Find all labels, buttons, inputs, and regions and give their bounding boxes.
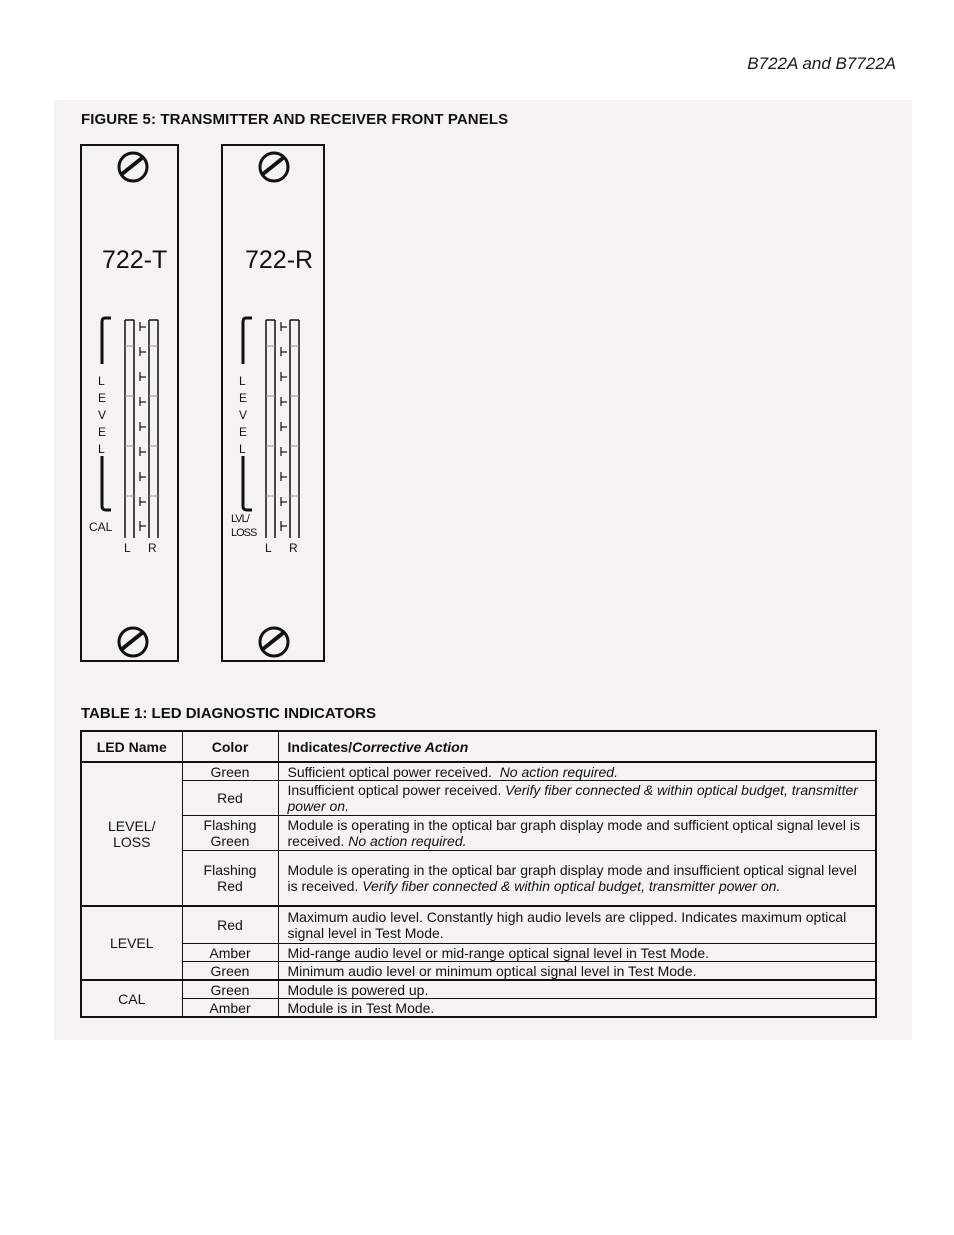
indicates-cell: Module is operating in the optical bar graph display mode and sufficient optical signal level is received. No action required. <box>278 816 876 851</box>
led-bar-graph <box>122 318 166 540</box>
led-name-cell: CAL <box>81 980 182 1017</box>
level-letter: L <box>239 374 246 388</box>
header-led-name: LED Name <box>81 731 182 762</box>
level-letter: E <box>98 391 107 405</box>
cal-label: CAL <box>89 520 113 534</box>
table-title: TABLE 1: LED DIAGNOSTIC INDICATORS <box>81 705 377 722</box>
transmitter-panel <box>80 144 179 662</box>
indicates-cell: Minimum audio level or minimum optical signal level in Test Mode. <box>278 962 876 981</box>
indicates-cell: Module is operating in the optical bar graph display mode and insufficient optical signal level is received. Verify fiber connected & within optical budget, transmitter power on. <box>278 851 876 907</box>
color-cell: Green <box>182 962 278 981</box>
indicates-cell: Maximum audio level. Constantly high audio levels are clipped. Indicates maximum optical signal level in Test Mode. <box>278 906 876 944</box>
indicates-cell: Module is powered up. <box>278 980 876 999</box>
screw-bottom-icon <box>256 624 292 660</box>
level-letter: E <box>98 425 107 439</box>
figure-title: FIGURE 5: TRANSMITTER AND RECEIVER FRONT PANELS <box>81 111 509 128</box>
header-indicates: Indicates/Corrective Action <box>278 731 876 762</box>
left-channel-label: L <box>265 541 272 555</box>
table-row <box>81 944 876 962</box>
screw-bottom-icon <box>115 624 151 660</box>
panel-name: 722-T <box>102 246 168 274</box>
level-letter: E <box>239 425 248 439</box>
table-row <box>81 851 876 907</box>
led-bar-graph <box>263 318 307 540</box>
level-letter: E <box>239 391 248 405</box>
table-header-row <box>81 731 876 762</box>
table-row <box>81 906 876 944</box>
level-letter: L <box>98 374 105 388</box>
table-row <box>81 999 876 1018</box>
color-cell: Amber <box>182 944 278 962</box>
left-channel-label: L <box>124 541 131 555</box>
level-letter: L <box>98 442 105 456</box>
led-diagnostic-table <box>80 730 877 1018</box>
led-name-cell: LEVEL/ LOSS <box>81 762 182 906</box>
color-cell: Flashing Green <box>182 816 278 851</box>
led-name-cell: LEVEL <box>81 906 182 980</box>
color-cell: Red <box>182 781 278 816</box>
color-cell: Amber <box>182 999 278 1018</box>
level-letter: V <box>239 408 248 422</box>
right-channel-label: R <box>148 541 157 555</box>
table-row <box>81 816 876 851</box>
indicates-cell: Insufficient optical power received. Verify fiber connected & within optical budget, transmitter power on. <box>278 781 876 816</box>
document-header: B722A and B7722A <box>747 54 896 73</box>
color-cell: Green <box>182 980 278 999</box>
right-channel-label: R <box>289 541 298 555</box>
color-cell: Green <box>182 762 278 781</box>
level-letter: V <box>98 408 107 422</box>
receiver-panel <box>221 144 325 662</box>
panel-name: 722-R <box>245 246 314 274</box>
screw-top-icon <box>115 149 151 185</box>
indicates-cell: Module is in Test Mode. <box>278 999 876 1018</box>
color-cell: Flashing Red <box>182 851 278 907</box>
indicates-cell: Mid-range audio level or mid-range optical signal level in Test Mode. <box>278 944 876 962</box>
table-row <box>81 781 876 816</box>
lvl-loss-label: LVL/ LOSS <box>231 513 257 539</box>
indicates-cell: Sufficient optical power received. No action required. <box>278 762 876 781</box>
level-letter: L <box>239 442 246 456</box>
color-cell: Red <box>182 906 278 944</box>
header-color: Color <box>182 731 278 762</box>
table-row <box>81 762 876 781</box>
screw-top-icon <box>256 149 292 185</box>
table-row <box>81 962 876 981</box>
table-row <box>81 980 876 999</box>
